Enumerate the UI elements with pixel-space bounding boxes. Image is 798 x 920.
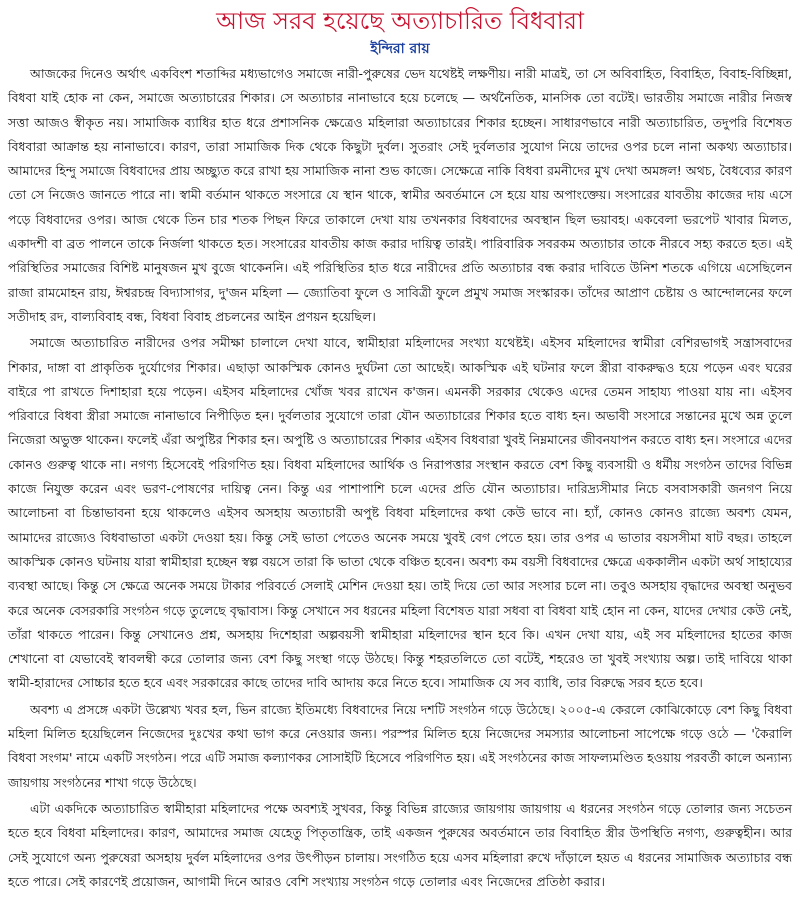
article-paragraph-2: সমাজে অত্যাচারিত নারীদের ওপর সমীক্ষা চালালে দেখা যাবে, স্বামীহারা মহিলাদের সংখ্যা যথেষ্টই। এইসব মহিলাদের স্বামীরা বেশিরভাগই সন্ত্রাসবাদের শিকার, দাঙ্গা বা প্রাকৃতিক দুর্যোগের শিকার। এছাড়া আকস্মিক কোনও দুর্ঘটনা তো আছেই। আকস্মিক এই ঘটনার ফলে স্ত্রীরা বাকরুদ্ধও হয়ে পড়েন এবং ঘরের বাইরে পা রাখতে দিশাহারা হয়ে পড়েন। এইসব মহিলাদের খোঁজ খবর রাখেন ক'জন। এমনকী সরকার থেকেও এদের তেমন সাহায্য পাওয়া যায় না। এইসব পরিবারে বিধবা স্ত্রীরা সমাজে নানাভাবে নিপীড়িত হন। দুর্বলতার সুযোগে তারা যৌন অত্যাচারের শিকার হতে বাধ্য হন। অভাবী সংসারে সন্তানের মুখে অন্ন তুলে নিজেরা অভুক্ত থাকেন। ফলেই এঁরা অপুষ্টির শিকার হন। অপুষ্টি ও অত্যাচারের শিকার এইসব বিধবারা খুবই নিম্নমানের জীবনযাপন করতে বাধ্য হন। সংসারে এদের কোনও গুরুত্ব থাকে না। নগণ্য হিসেবেই পরিগণিত হয়। বিধবা মহিলাদের আর্থিক ও নিরাপত্তার সংস্থান করতে বেশ কিছু ব্যবসায়ী ও ধর্মীয় সংগঠন তাদের বিভিন্ন কাজে নিযুক্ত করেন এবং ভরণ-পোষণের দায়িত্ব নেন। কিন্তু এর পাশাপাশি চলে এদের প্রতি যৌন অত্যাচার। দারিদ্র্যসীমার নিচে বসবাসকারী জনগণ নিয়ে আলোচনা বা চিন্তাভাবনা হয়ে থাকলেও এইসব অসহায় অত্যাচারী অপুষ্ট বিধবা মহিলাদের কথা কেউ ভাবে না। হ্যাঁ, কোনও কোনও রাজ্যে অবশ্য যেমন, আমাদের রাজ্যেও বিধবাভাতা একটা দেওয়া হয়। কিন্তু সেই ভাতা পেতেও অনেক সময়ে খুবই বেগ পেতে হয়। তার ওপর এ ভাতার বয়সসীমা ষাট বছর। তাহলে আকস্মিক কোনও ঘটনায় যারা স্বামীহারা হচ্ছেন স্বল্প বয়সে তারা কি ভাতা থেকে বঞ্চিত হবেন। অবশ্য কম বয়সী বিধবাদের ক্ষেত্রে এককালীন একটা অর্থ সাহায্যের ব্যবস্থা আছে। কিন্তু সে ক্ষেত্রে অনেক সময়ে টাকার পরিবর্তে সেলাই মেশিন দেওয়া হয়। তাই দিয়ে তো আর সংসার চলে না। তবুও অসহায় বৃদ্ধাদের অবস্থা অনুভব করে অনেক বেসরকারি সংগঠন গড়ে তুলেছে বৃদ্ধাবাস। কিন্তু সেখানে সব ধরনের মহিলা বিশেষত যারা সধবা বা বিধবা যাই হোন না কেন, যাদের দেখার কেউ নেই, তাঁরা থাকতে পারেন। কিন্তু সেখানেও প্রশ্ন, অসহায় দিশেহারা অল্পবয়সী স্বামীহারা মহিলাদের স্থান হবে কি। এখন দেখা যায়, এই সব মহিলাদের হাতের কাজ শেখানো বা যেভাবেই স্বাবলম্বী করে তোলার জন্য বেশ কিছু সংস্থা গড়ে উঠছে। কিন্তু শহরতলিতে তো বটেই, শহরেও তা খুবই সংখ্যায় অল্প। তাই দাবিয়ে থাকা স্বামী-হারাদের সোচ্চার হতে হবে এবং সরকারের কাছে তাদের দাবি আদায় করে নিতে হবে। সামাজিক যে সব ব্যাধি, তার বিরুদ্ধে সরব হতে হবে। [8, 335, 792, 691]
article-body [8, 62, 792, 894]
article-title: আজ সরব হয়েছে অত্যাচারিত বিধবারা [216, 7, 584, 35]
article-paragraph-4: এটা একদিকে অত্যাচারিত স্বামীহারা মহিলাদের পক্ষে অবশ্যই সুখবর, কিন্তু বিভিন্ন রাজ্যের জায়গায় জায়গায় এ ধরনের সংগঠন গড়ে তোলার জন্য সচেতন হতে হবে বিধবা মহিলাদের। কারণ, আমাদের সমাজ যেহেতু পিতৃতান্ত্রিক, তাই একজন পুরুষের অবর্তমানে তার বিবাহিত স্ত্রীর উপস্থিতি নগণ্য, গুরুত্বহীন। আর সেই সুযোগে অন্য পুরুষেরা অসহায় দুর্বল মহিলাদের ওপর উৎপীড়ন চালায়। সংগঠিত হয়ে এসব মহিলারা রুখে দাঁড়ালে হয়ত এ ধরনের সামাজিক অত্যাচার বন্ধ হতে পারে। সেই কারণেই প্রয়োজন, আগামী দিনে আরও বেশি সংখ্যায় সংগঠন গড়ে তোলার এবং নিজেদের প্রতিষ্ঠা করার। [8, 800, 792, 889]
article-paragraph-3: অবশ্য এ প্রসঙ্গে একটা উল্লেখ্য খবর হল, ভিন রাজ্যে ইতিমধ্যে বিধবাদের নিয়ে দশটি সংগঠন গড়ে উঠেছে। ২০০৫-এ কেরলে কোঝিকোড়ে বেশ কিছু বিধবা মহিলা মিলিত হয়েছিলেন নিজেদের দুঃখের কথা ভাগ করে নেওয়ার জন্য। পরস্পর মিলিত হয়ে নিজেদের সমস্যার আলোচনা সাপেক্ষে গড়ে ওঠে — 'কৈরালি বিধবা সংগম' নামে একটি সংগঠন। পরে এটি সমাজ কল্যাণকর সোসাইটি হিসেবে পরিগণিত হয়। এই সংগঠনের কাজ সাফল্যমণ্ডিত হওয়ায় পরবর্তী কালে অন্যান্য জায়গায় সংগঠনের শাখা গড়ে উঠেছে। [8, 701, 792, 790]
article-paragraph-1: আজকের দিনেও অর্থাৎ একবিংশ শতাব্দির মধ্যভাগেও সমাজে নারী-পুরুষের ভেদ যথেষ্টই লক্ষণীয়। নারী মাত্রই, তা সে অবিবাহিত, বিবাহিত, বিবাহ-বিচ্ছিন্না, বিধবা যাই হোক না কেন, সমাজে অত্যাচারের শিকার। সে অত্যাচার নানাভাবে হয়ে চলেছে — অর্থনৈতিক, মানসিক তো বটেই। ভারতীয় সমাজে নারীর নিজস্ব সত্তা আজও স্বীকৃত নয়। সামাজিক ব্যাধির হাত ধরে প্রশাসনিক ক্ষেত্রেও মহিলারা অত্যাচারের শিকার হচ্ছেন। সাধারণভাবে নারী অত্যাচারিত, তদুপরি বিশেষত বিধবারা আক্রান্ত হয় নানাভাবে। কারণ, তারা সামাজিক দিক থেকে কিছুটা দুর্বল। সুতরাং সেই দুর্বলতার সুযোগ নিয়ে তাদের ওপর চলে নানা অকথ্য অত্যাচার। আমাদের হিন্দু সমাজে বিধবাদের প্রায় অচ্ছ্যুত করে রাখা হয় সামাজিক নানা শুভ কাজে। সেক্ষেত্রে নাকি বিধবা রমনীদের মুখ দেখা অমঙ্গল! অথচ, বৈধব্যের কারণ তো সে নিজেও জানতে পারে না। স্বামী বর্তমান থাকতে সংসারে যে স্থান থাকে, স্বামীর অবর্তমানে সে হয়ে যায় অপাংক্তেয়। সংসারের যাবতীয় কাজের দায় এসে পড়ে বিধবাদের ওপর। আজ থেকে তিন চার শতক পিছন ফিরে তাকালে দেখা যায় তখনকার বিধবাদের অবস্থান ছিল ভয়াবহ। একবেলা ভরপেট খাবার মিলত, একাদশী বা ব্রত পালনে তাকে নির্জলা থাকতে হত। সংসারের যাবতীয় কাজ করার দায়িত্ব তারই। পারিবারিক সবরকম অত্যাচার তাকে নীরবে সহ্য করতে হত। এই পরিস্থিতির সমাজের বিশিষ্ট মানুষজন মুখ বুজে থাকেননি। এই পরিস্থিতির হাত ধরে নারীদের প্রতি অত্যাচার বন্ধ করার দাবিতে উনিশ শতকে এগিয়ে এসেছিলেন রাজা রামমোহন রায়, ঈশ্বরচন্দ্র বিদ্যাসাগর, দু'জন মহিলা — জ্যোতিবা ফুলে ও সাবিত্রী ফুলে প্রমুখ সমাজ সংস্কারক। তাঁদের আপ্রাণ চেষ্টায় ও আন্দোলনের ফলে সতীদাহ রদ, বাল্যবিবাহ বন্ধ, বিধবা বিবাহ প্রচলনের আইন প্রণয়ন হয়েছিল। [8, 66, 792, 324]
article-author: ইন্দিরা রায় [370, 41, 430, 57]
